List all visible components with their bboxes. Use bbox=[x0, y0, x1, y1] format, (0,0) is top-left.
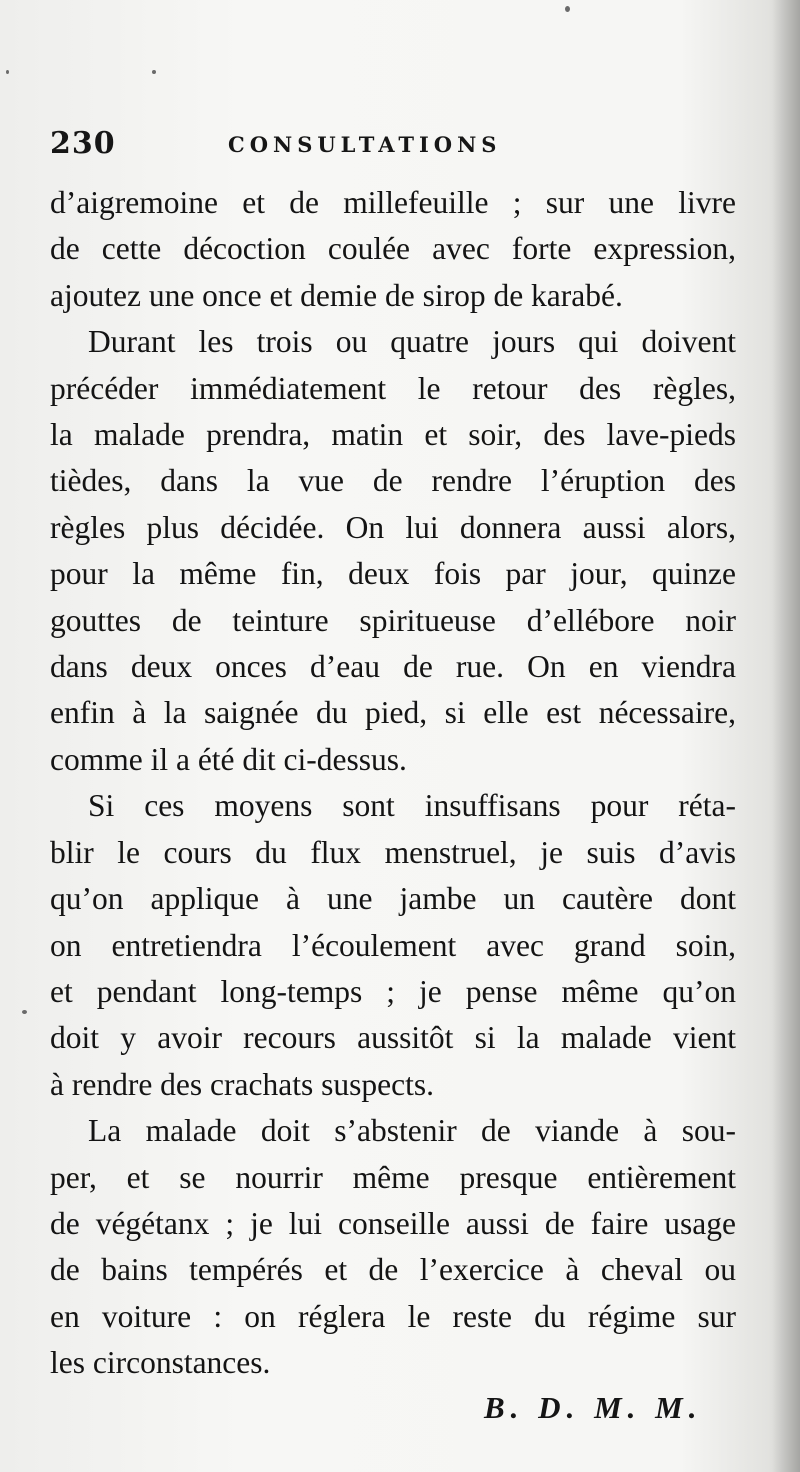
paragraph-2 bbox=[50, 319, 736, 783]
text-line: tièdes, dans la vue de rendre l’éruption des bbox=[50, 463, 736, 499]
text-line: la malade prendra, matin et soir, des lave-pieds bbox=[50, 417, 736, 453]
paragraph-1 bbox=[50, 180, 736, 319]
text-line: de bains tempérés et de l’exercice à cheval ou bbox=[50, 1252, 736, 1288]
text-line: précéder immédiatement le retour des règles, bbox=[50, 370, 736, 406]
text-line: d’aigremoine et de millefeuille ; sur une livre bbox=[50, 185, 736, 220]
text-line: enfin à la saignée du pied, si elle est nécessaire, bbox=[50, 695, 736, 731]
paper-speck bbox=[152, 70, 156, 74]
text-line: qu’on applique à une jambe un cautère dont bbox=[50, 881, 736, 917]
body-text bbox=[50, 180, 736, 1387]
text-line: Si ces moyens sont insuffisans pour réta- bbox=[88, 788, 736, 824]
text-line: blir le cours du flux menstruel, je suis d’avis bbox=[50, 834, 736, 870]
paper-speck bbox=[565, 6, 570, 12]
paragraph-4 bbox=[50, 1108, 736, 1386]
text-line: dans deux onces d’eau de rue. On en viendra bbox=[50, 649, 736, 685]
text-line: de végétanx ; je lui conseille aussi de faire usage bbox=[50, 1205, 736, 1241]
text-line: La malade doit s’abstenir de viande à sou- bbox=[88, 1113, 736, 1149]
signature: B. D. M. M. bbox=[484, 1390, 703, 1425]
text-line: per, et se nourrir même presque entièrement bbox=[50, 1159, 736, 1195]
text-line: gouttes de teinture spiritueuse d’ellébore noir bbox=[50, 602, 736, 638]
text-line: les circonstances. bbox=[50, 1345, 271, 1381]
text-line: règles plus décidée. On lui donnera aussi alors, bbox=[50, 509, 736, 545]
text-line: et pendant long-temps ; je pense même qu’on bbox=[50, 973, 736, 1009]
text-line: à rendre des crachats suspects. bbox=[50, 1066, 434, 1102]
text-line: Durant les trois ou quatre jours qui doivent bbox=[88, 324, 736, 360]
text-line: comme il a été dit ci-dessus. bbox=[50, 741, 407, 777]
text-line: pour la même fin, deux fois par jour, quinze bbox=[50, 556, 736, 592]
running-title: CONSULTATIONS bbox=[228, 132, 502, 157]
paper-speck bbox=[22, 1010, 27, 1014]
text-line: en voiture : on réglera le reste du régime sur bbox=[50, 1298, 736, 1334]
paper-speck bbox=[6, 70, 9, 74]
page-edge-shadow bbox=[772, 0, 800, 1472]
text-line: on entretiendra l’écoulement avec grand soin, bbox=[50, 927, 736, 963]
page-header bbox=[50, 126, 750, 166]
text-line: doit y avoir recours aussitôt si la malade vient bbox=[50, 1020, 736, 1056]
page-number: 230 bbox=[50, 126, 116, 161]
paragraph-3 bbox=[50, 783, 736, 1108]
text-line: de cette décoction coulée avec forte expression, bbox=[50, 231, 736, 267]
text-line: ajoutez une once et demie de sirop de karabé. bbox=[50, 277, 623, 313]
